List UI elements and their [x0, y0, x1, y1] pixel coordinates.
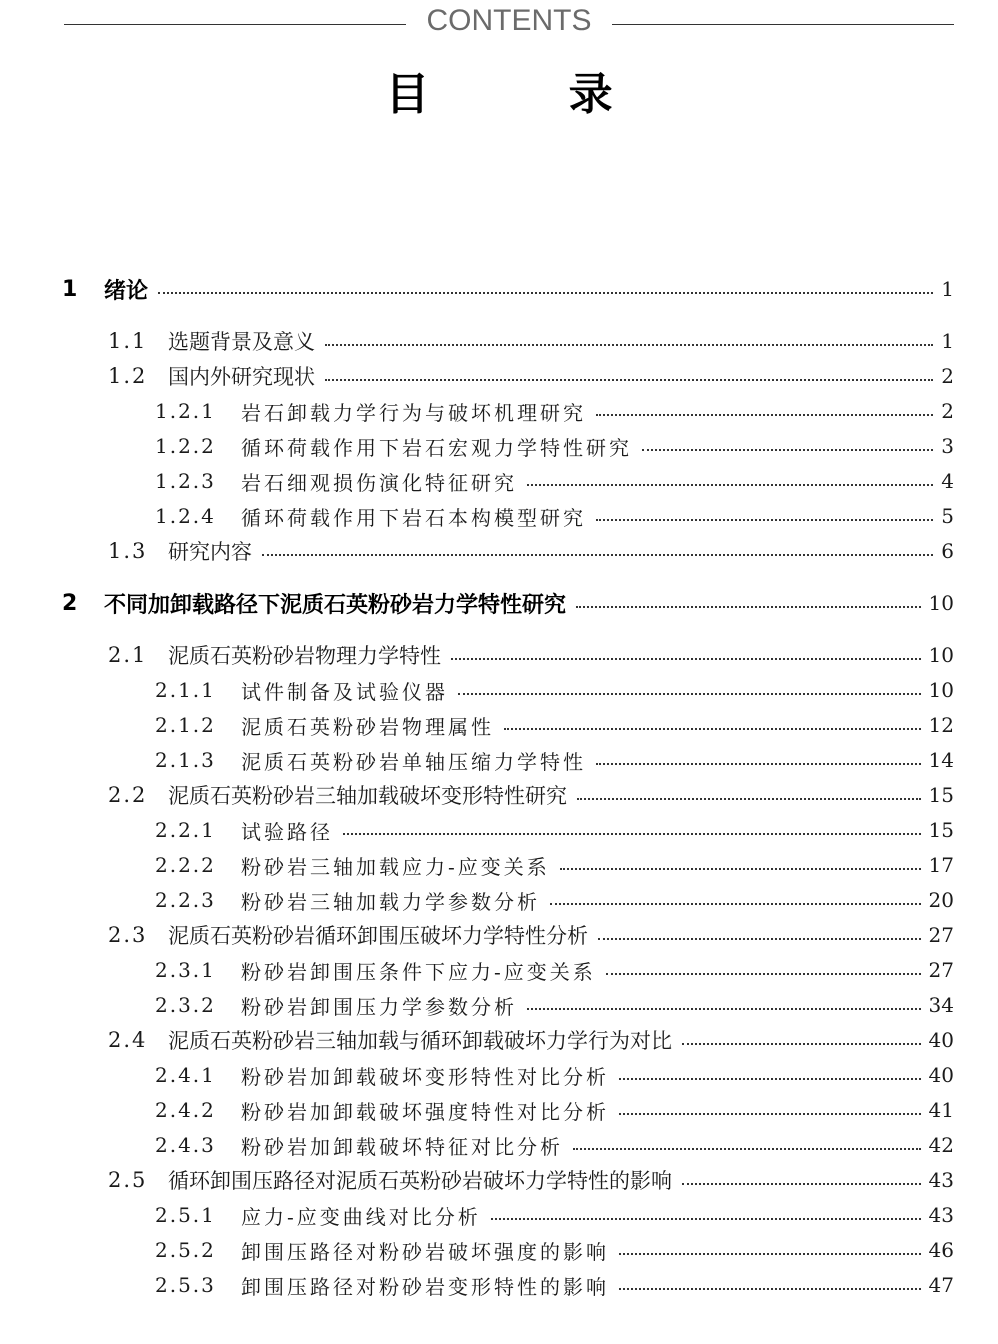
toc-entry-number: 1.2.1: [155, 399, 216, 423]
toc-page-number: 12: [928, 713, 954, 737]
toc-entry-title: 粉砂岩三轴加载应力-应变关系: [241, 854, 550, 879]
toc-entry-title: 泥质石英粉砂岩三轴加载破坏变形特性研究: [168, 784, 567, 808]
page-title: 目 录: [385, 69, 675, 120]
toc-entry[interactable]: [0, 359, 998, 393]
toc-entry-title: 泥质石英粉砂岩物理力学特性: [168, 644, 441, 668]
toc-entry-number: 2.1.1: [155, 678, 216, 702]
toc-leader-dots: [491, 1218, 921, 1220]
toc-entry-title: 泥质石英粉砂岩单轴压缩力学特性: [241, 749, 586, 774]
toc-entry-title: 粉砂岩加卸载破坏强度特性对比分析: [241, 1099, 609, 1124]
toc-page-number: 10: [928, 643, 954, 667]
toc-entry-label: [108, 326, 315, 356]
toc-entry-label: [108, 780, 567, 810]
toc-entry-label: [108, 920, 588, 950]
toc-entry-title: 粉砂岩卸围压力学参数分析: [241, 994, 517, 1019]
toc-entry-label: [155, 1201, 481, 1230]
toc-leader-dots: [619, 1078, 921, 1080]
toc-entry[interactable]: [0, 708, 998, 742]
toc-leader-dots: [598, 938, 921, 940]
toc-entry-title: 卸围压路径对粉砂岩变形特性的影响: [241, 1274, 609, 1299]
toc-leader-dots: [642, 449, 933, 451]
toc-leader-dots: [560, 868, 921, 870]
toc-entry-title: 循环卸围压路径对泥质石英粉砂岩破坏力学特性的影响: [168, 1169, 672, 1193]
toc-entry-label: [108, 1025, 672, 1055]
toc-page-number: 14: [928, 748, 954, 772]
toc-entry-label: [155, 816, 333, 845]
toc-page-number: 27: [928, 958, 954, 982]
toc-entry[interactable]: [0, 1233, 998, 1267]
toc-entry-label: [155, 991, 517, 1020]
toc-entry-label: [62, 588, 566, 619]
toc-entry-label: [155, 1131, 563, 1160]
toc-page-number: 41: [928, 1098, 954, 1122]
toc-entry-label: [108, 536, 252, 566]
header-rule-left: [64, 24, 406, 25]
toc-page-number: 10: [928, 678, 954, 702]
toc-page-number: 40: [928, 1028, 954, 1052]
toc-entry-title: 不同加卸载路径下泥质石英粉砂岩力学特性研究: [104, 592, 567, 618]
toc-entry-title: 循环荷载作用下岩石宏观力学特性研究: [241, 435, 632, 460]
toc-entry-label: [155, 711, 494, 740]
toc-entry-label: [108, 1165, 672, 1195]
toc-leader-dots: [619, 1253, 921, 1255]
toc-leader-dots: [576, 606, 921, 608]
toc-entry-number: 1.1: [108, 329, 148, 353]
toc-entry-label: [155, 432, 632, 461]
toc-entry[interactable]: [0, 848, 998, 882]
toc-entry[interactable]: [0, 743, 998, 777]
toc-page-number: 1: [941, 277, 954, 301]
toc-entry-title: 循环荷载作用下岩石本构模型研究: [241, 505, 586, 530]
toc-entry-number: 2.5.3: [155, 1273, 216, 1297]
toc-leader-dots: [596, 519, 933, 521]
toc-entry-label: [155, 746, 586, 775]
contents-heading: CONTENTS: [426, 4, 592, 37]
toc-entry[interactable]: [0, 394, 998, 428]
toc-entry-label: [155, 397, 586, 426]
toc-page-number: 42: [928, 1133, 954, 1157]
toc-leader-dots: [596, 414, 933, 416]
toc-page-number: 43: [928, 1168, 954, 1192]
toc-leader-dots: [504, 728, 921, 730]
toc-entry-label: [155, 851, 550, 880]
toc-leader-dots: [619, 1288, 921, 1290]
toc-leader-dots: [325, 379, 933, 381]
toc-entry[interactable]: [0, 586, 998, 620]
toc-entry-number: 2.4.3: [155, 1133, 216, 1157]
toc-entry[interactable]: [0, 673, 998, 707]
toc-leader-dots: [596, 763, 921, 765]
toc-entry-number: 1.2.3: [155, 469, 216, 493]
toc-entry-number: 1.3: [108, 539, 148, 563]
toc-entry-number: 1.2: [108, 364, 148, 388]
toc-entry-label: [155, 467, 517, 496]
toc-page-number: 2: [941, 399, 954, 423]
toc-page-number: 3: [941, 434, 954, 458]
toc-entry[interactable]: [0, 953, 998, 987]
toc-entry[interactable]: [0, 499, 998, 533]
toc-entry-title: 岩石卸载力学行为与破坏机理研究: [241, 400, 586, 425]
toc-entry-title: 试验路径: [241, 819, 333, 844]
toc-entry-title: 研究内容: [168, 540, 252, 564]
toc-entry-number: 2: [62, 590, 78, 616]
toc-entry[interactable]: [0, 272, 998, 306]
toc-page-number: 34: [928, 993, 954, 1017]
toc-entry[interactable]: [0, 1268, 998, 1302]
toc-entry-number: 2.2.3: [155, 888, 216, 912]
toc-entry-number: 2.2.2: [155, 853, 216, 877]
toc-page-number: 4: [941, 469, 954, 493]
toc-page-number: 10: [928, 591, 954, 615]
toc-entry-title: 试件制备及试验仪器: [241, 679, 448, 704]
toc-page-number: 1: [941, 329, 954, 353]
toc-entry-title: 岩石细观损伤演化特征研究: [241, 470, 517, 495]
toc-entry[interactable]: [0, 778, 998, 812]
toc-entry-label: [108, 640, 441, 670]
toc-entry-title: 粉砂岩三轴加载力学参数分析: [241, 889, 540, 914]
toc-page-number: 17: [928, 853, 954, 877]
toc-entry[interactable]: [0, 813, 998, 847]
contents-header: [64, 0, 954, 48]
toc-entry-label: [155, 502, 586, 531]
toc-leader-dots: [325, 344, 933, 346]
toc-leader-dots: [262, 554, 933, 556]
toc-entry[interactable]: [0, 1198, 998, 1232]
toc-entry-number: 2.2: [108, 783, 148, 807]
toc-page-number: 6: [941, 539, 954, 563]
toc-page-number: 43: [928, 1203, 954, 1227]
toc-entry-number: 2.3: [108, 923, 148, 947]
toc-leader-dots: [606, 973, 921, 975]
toc-leader-dots: [343, 833, 921, 835]
toc-page-number: 15: [928, 818, 954, 842]
toc-entry-number: 2.3.1: [155, 958, 216, 982]
toc-entry-number: 1.2.2: [155, 434, 216, 458]
toc-entry-title: 泥质石英粉砂岩物理属性: [241, 714, 494, 739]
toc-entry-number: 2.1.2: [155, 713, 216, 737]
toc-entry-title: 粉砂岩加卸载破坏特征对比分析: [241, 1134, 563, 1159]
toc-entry-title: 国内外研究现状: [168, 365, 315, 389]
toc-page-number: 47: [928, 1273, 954, 1297]
toc-entry[interactable]: [0, 988, 998, 1022]
toc-entry-number: 2.4.2: [155, 1098, 216, 1122]
toc-entry[interactable]: [0, 1128, 998, 1162]
toc-entry[interactable]: [0, 324, 998, 358]
toc-entry-label: [155, 676, 448, 705]
toc-entry-label: [155, 1061, 609, 1090]
toc-entry-title: 选题背景及意义: [168, 330, 315, 354]
toc-page-number: 2: [941, 364, 954, 388]
toc-entry[interactable]: [0, 1023, 998, 1057]
toc-entry-label: [155, 1271, 609, 1300]
toc-entry-number: 2.3.2: [155, 993, 216, 1017]
toc-entry[interactable]: [0, 1058, 998, 1092]
toc-entry-number: 2.4.1: [155, 1063, 216, 1087]
toc-entry-number: 2.1: [108, 643, 148, 667]
toc-entry-number: 2.2.1: [155, 818, 216, 842]
toc-leader-dots: [550, 903, 921, 905]
toc-leader-dots: [527, 484, 933, 486]
toc-entry-label: [108, 361, 315, 391]
toc-entry[interactable]: [0, 429, 998, 463]
toc-page-number: 40: [928, 1063, 954, 1087]
toc-leader-dots: [458, 693, 921, 695]
toc-entry[interactable]: [0, 534, 998, 568]
toc-page-number: 46: [928, 1238, 954, 1262]
toc-entry-number: 1: [62, 276, 78, 302]
toc-entry-number: 2.4: [108, 1028, 148, 1052]
toc-entry-label: [155, 1096, 609, 1125]
header-rule-right: [612, 24, 954, 25]
toc-entry-title: 泥质石英粉砂岩三轴加载与循环卸载破坏力学行为对比: [168, 1029, 672, 1053]
toc-entry-number: 2.5.1: [155, 1203, 216, 1227]
toc-entry-number: 2.5.2: [155, 1238, 216, 1262]
toc-leader-dots: [158, 292, 933, 294]
toc-entry-title: 绪论: [104, 278, 149, 304]
toc-leader-dots: [573, 1148, 921, 1150]
toc-entry-number: 1.2.4: [155, 504, 216, 528]
toc-leader-dots: [451, 658, 921, 660]
toc-entry-number: 2.5: [108, 1168, 148, 1192]
toc-entry[interactable]: [0, 883, 998, 917]
toc-page-number: 20: [928, 888, 954, 912]
toc-entry-label: [62, 274, 148, 305]
toc-entry-number: 2.1.3: [155, 748, 216, 772]
toc-leader-dots: [527, 1008, 921, 1010]
toc-entry-title: 泥质石英粉砂岩循环卸围压破坏力学特性分析: [168, 924, 588, 948]
toc-entry-label: [155, 1236, 609, 1265]
toc-entry[interactable]: [0, 1163, 998, 1197]
toc-leader-dots: [577, 798, 921, 800]
toc-entry-title: 应力-应变曲线对比分析: [241, 1204, 481, 1229]
toc-entry[interactable]: [0, 464, 998, 498]
toc-leader-dots: [682, 1183, 921, 1185]
toc-entry-title: 粉砂岩卸围压条件下应力-应变关系: [241, 959, 596, 984]
toc-page-number: 15: [928, 783, 954, 807]
toc-entry-label: [155, 956, 596, 985]
toc-entry[interactable]: [0, 638, 998, 672]
toc-entry[interactable]: [0, 1093, 998, 1127]
toc-entry-label: [155, 886, 540, 915]
toc-page-number: 5: [941, 504, 954, 528]
toc-entry-title: 卸围压路径对粉砂岩破坏强度的影响: [241, 1239, 609, 1264]
toc-entry-title: 粉砂岩加卸载破坏变形特性对比分析: [241, 1064, 609, 1089]
toc-leader-dots: [619, 1113, 921, 1115]
toc-page-number: 27: [928, 923, 954, 947]
toc-leader-dots: [682, 1043, 921, 1045]
toc-entry[interactable]: [0, 918, 998, 952]
